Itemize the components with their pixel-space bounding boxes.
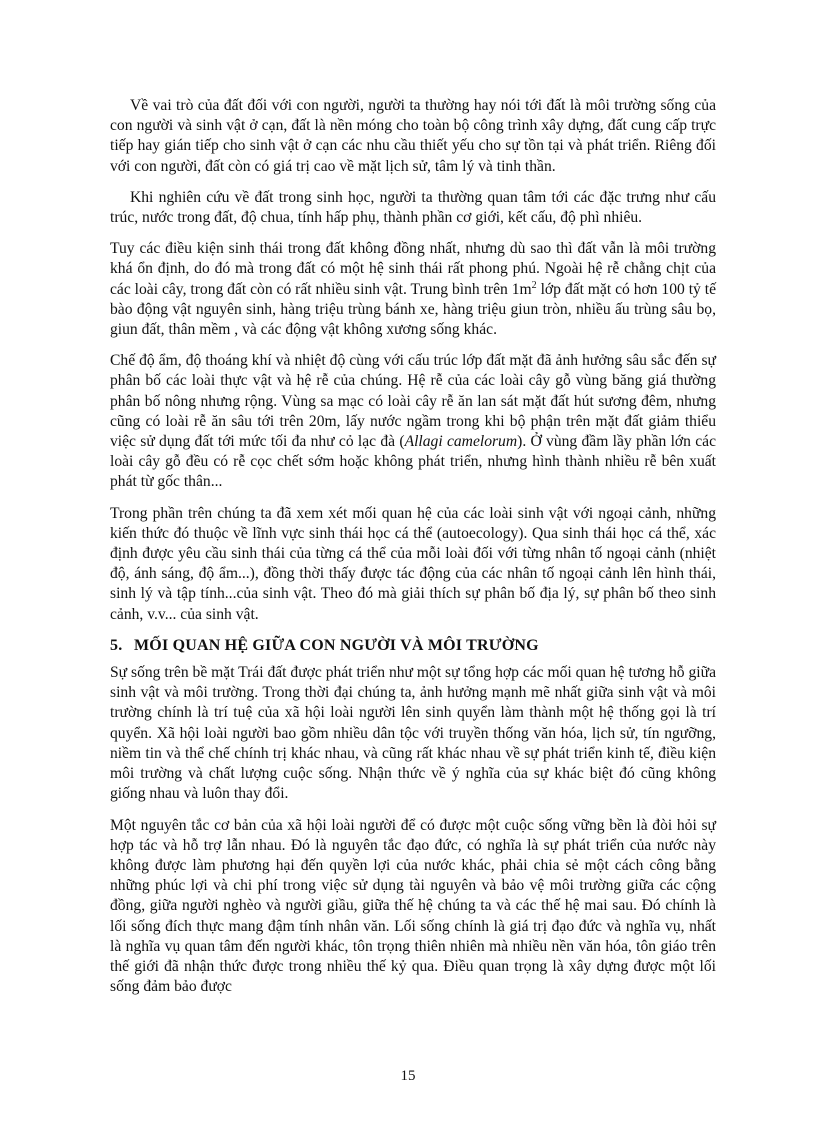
- paragraph-text: Chế độ ẩm, độ thoáng khí và nhiệt độ cùng với cấu trúc lớp đất mặt đã ảnh hưởng sâu sắc đến sự phân bố các loài thực vật và hệ rễ của chúng. Hệ rễ của các loài cây gỗ vùng băng giá thường phân bố nông nhưng rộng. Vùng sa mạc có loài cây rễ ăn lan sát mặt đất hút sương đêm, nhưng cũng có loài rễ ăn sâu tới trên 20m, lấy nước ngầm trong khi bộ phận trên mặt đất giảm thiểu việc sử dụng đất tới mức tối đa như cỏ lạc đà (: [110, 352, 716, 451]
- paragraph-sustainability-principle: Một nguyên tắc cơ bản của xã hội loài người để có được một cuộc sống vững bền là đòi hỏi sự hợp tác và hỗ trợ lẫn nhau. Đó là nguyên tắc đạo đức, có nghĩa là sự phát triển của nước này không được làm phương hại đến quyền lợi của nước khác, phải chia sẻ một cách công bằng những phúc lợi và chi phí trong việc sử dụng tài nguyên và bảo vệ môi trường giữa các cộng đồng, giữa người nghèo và người giầu, giữa thế hệ chúng ta và các thế hệ mai sau. Đó chính là lối sống đích thực mang đậm tính nhân văn. Lối sống chính là giá trị đạo đức và nghĩa vụ, nhất là nghĩa vụ quan tâm đến người khác, tôn trọng thiên nhiên mà nhiều nền văn hóa, tôn giáo trên thế giới đã nhận thức được trong nhiều thế kỷ qua. Điều quan trọng là xây dựng được một lối sống đảm bảo được: [110, 816, 716, 996]
- section-number: 5.: [110, 636, 123, 654]
- section-title: MỐI QUAN HỆ GIỮA CON NGƯỜI VÀ MÔI TRƯỜNG: [134, 636, 539, 654]
- paragraph-text: lớp đất mặt có hơn 100 tỷ tế bào động vật nguyên sinh, hàng triệu trùng bánh xe, hàng triệu giun tròn, nhiều ấu trùng sâu bọ, giun đất, thân mềm , và các động vật không xương sống khác.: [110, 280, 717, 339]
- paragraph-soil-research: Khi nghiên cứu về đất trong sinh học, người ta thường quan tâm tới các đặc trưng như cấu trúc, nước trong đất, độ chua, tính hấp phụ, thành phần cơ giới, kết cấu, độ phì nhiêu.: [110, 188, 716, 227]
- document-page: [110, 96, 716, 1008]
- paragraph-text: Tuy các điều kiện sinh thái trong đất không đồng nhất, nhưng dù sao thì đất vẫn là môi trường khá ổn định, do đó mà trong đất có một hệ sinh thái rất phong phú. Ngoài hệ rễ chằng chịt của các loài cây, trong đất còn có rất nhiều sinh vật. Trung bình trên 1m: [110, 240, 716, 298]
- superscript: 2: [531, 279, 537, 291]
- paragraph-soil-role: Về vai trò của đất đối với con người, người ta thường hay nói tới đất là môi trường sống của con người và sinh vật ở cạn, đất là nền móng cho toàn bộ công trình xây dựng, đất cung cấp trực tiếp hay gián tiếp cho sinh vật ở cạn các nhu cầu thiết yếu cho sự tồn tại và phát triển. Riêng đối với con người, đất còn có giá trị cao về mặt lịch sử, tâm lý và tinh thần.: [110, 97, 716, 175]
- paragraph-autoecology: Trong phần trên chúng ta đã xem xét mối quan hệ của các loài sinh vật với ngoại cảnh, những kiến thức đó thuộc về lĩnh vực sinh thái học cá thể (autoecology). Qua sinh thái học cá thể, xác định được yêu cầu sinh thái của từng cá thể của mỗi loài đối với từng nhân tố ngoại cảnh (nhiệt độ, ánh sáng, độ ẩm...), đồng thời thấy được tác động của các nhân tố ngoại cảnh lên hình thái, sinh lý và tập tính...của sinh vật. Theo đó mà giải thích sự phân bố địa lý, sự phân bố theo sinh cảnh, v.v... của sinh vật.: [110, 504, 716, 623]
- paragraph-text: ). Ở vùng đầm lầy phần lớn các loài cây gỗ đều có rễ cọc chết sớm hoặc không phát triển, nhưng hình thành nhiều rễ bên xuất phát từ gốc thân...: [110, 433, 716, 491]
- paragraph-root-systems: [110, 351, 716, 492]
- paragraph-life-on-earth: Sự sống trên bề mặt Trái đất được phát triển như một sự tổng hợp các mối quan hệ tương hỗ giữa sinh vật và môi trường. Trong thời đại chúng ta, ảnh hưởng mạnh mẽ nhất giữa sinh vật và môi trường chính là trí tuệ của xã hội loài người lên sinh quyển làm thành một hệ thống gọi là trí quyển. Xã hội loài người bao gồm nhiều dân tộc với truyền thống văn hóa, lịch sử, tín ngưỡng, niềm tin và thể chế chính trị khác nhau, và cũng rất khác nhau về sự phát triển kinh tế, điều kiện môi trường và chất lượng cuộc sống. Nhận thức về ý nghĩa của sự khác biệt đó cũng không giống nhau và luôn thay đổi.: [110, 664, 716, 803]
- page-number: 15: [400, 1068, 416, 1084]
- species-name: Allagi camelorum: [404, 433, 518, 451]
- paragraph-soil-ecosystem: [110, 239, 716, 340]
- section-heading: [110, 636, 716, 656]
